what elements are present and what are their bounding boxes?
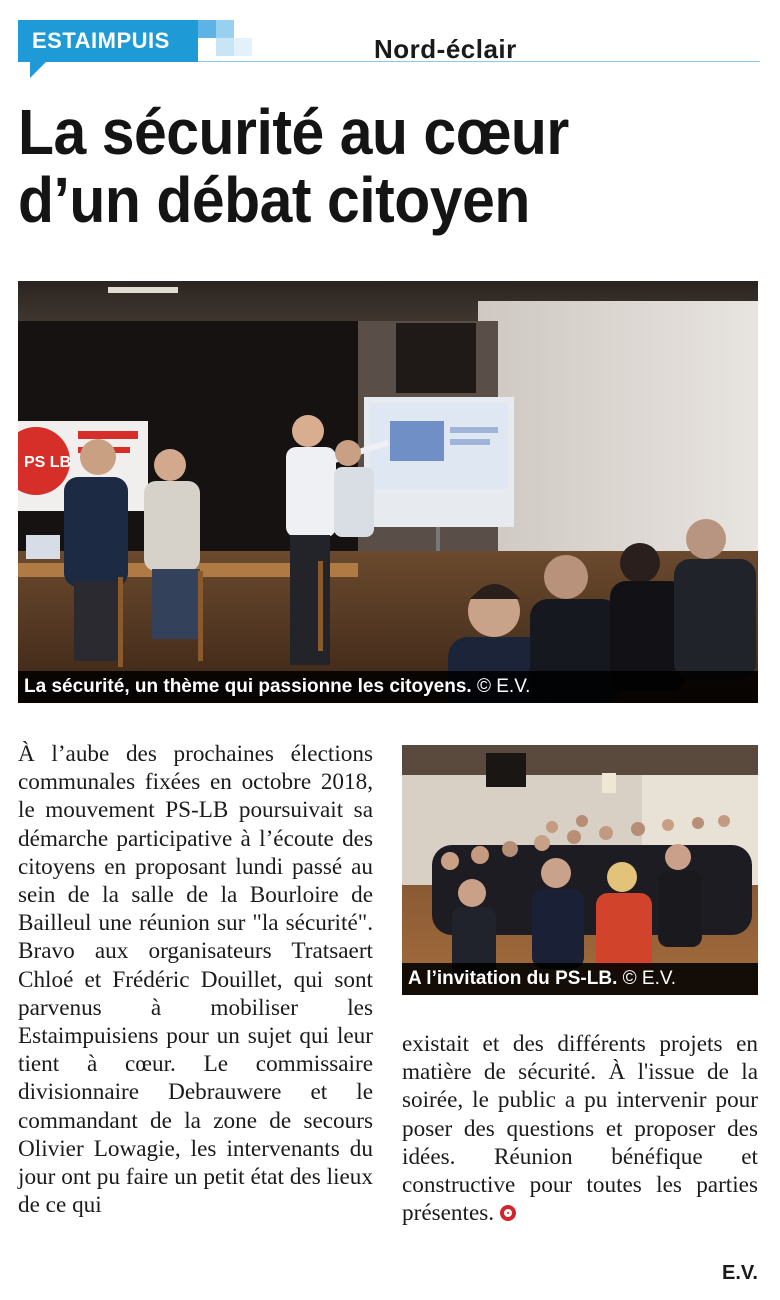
end-of-article-icon [500, 1205, 516, 1221]
photo-credit: © E.V. [476, 676, 531, 697]
article-headline: La sécurité au cœur d’un débat citoyen [18, 96, 569, 236]
photo-caption-main [18, 671, 758, 703]
article-photo-main [18, 281, 758, 703]
newspaper-name: Nord-éclair [374, 34, 517, 64]
photo-caption-secondary [402, 963, 758, 995]
body-text: existait et des différents projets en matière de sécurité. À l'issue de la soirée, le public a pu intervenir pour poser des questions et proposer des idées. Réunion bénéfique et constructive pour toutes les parties présentes. [402, 1031, 758, 1227]
rubric-label: ESTAIMPUIS [18, 20, 198, 62]
rubric-tail [30, 62, 46, 78]
photo-meeting-presentation [18, 281, 758, 703]
author-signature: E.V. [722, 1262, 758, 1284]
photo-audience [402, 745, 758, 995]
article-body-column-2 [402, 1030, 758, 1227]
photo-credit: © E.V. [622, 968, 677, 989]
caption-text: La sécurité, un thème qui passionne les citoyens. [24, 676, 472, 697]
article-body-column-1: À l’aube des prochaines élections communales fixées en octobre 2018, le mouvement PS-LB poursuivait sa démarche participative à l’écoute des citoyens en proposant lundi passé au sein de la salle de la Bourloire de Bailleul une réunion sur "la sécurité". Bravo aux organisateurs Tratsaert Chloé et Frédéric Douillet, qui sont parvenus à mobiliser les Estaimpuisiens pour un sujet qui leur tient à cœur. Le commissaire divisionnaire Debrauwere et le commandant de la zone de secours Olivier Lowagie, les intervenants du jour ont pu faire un petit état des lieux de ce qui [18, 741, 373, 1219]
article-photo-secondary [402, 745, 758, 995]
caption-text: A l’invitation du PS-LB. [408, 968, 618, 989]
photo-sign-text: PS LB [24, 454, 72, 471]
